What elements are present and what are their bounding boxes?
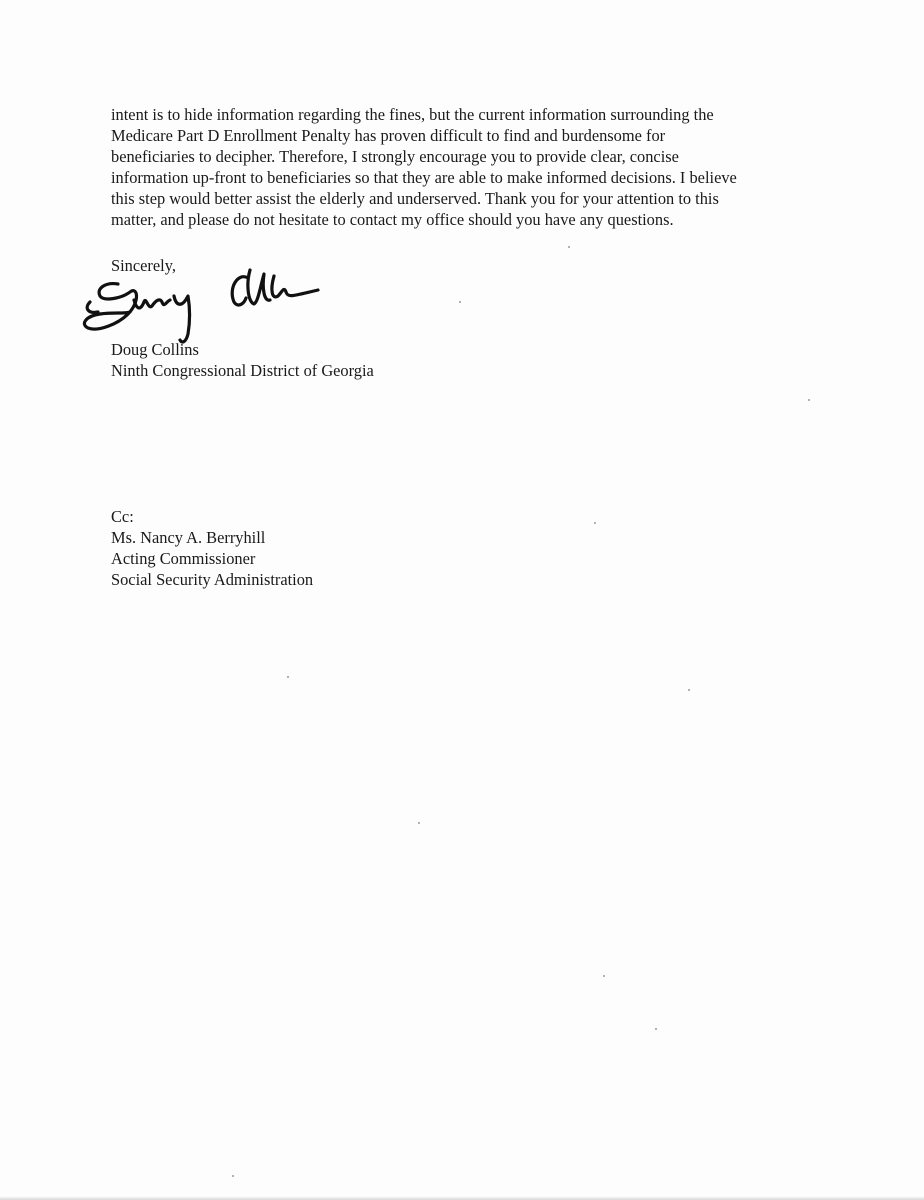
signer-name: Doug Collins <box>111 340 199 359</box>
scan-speck <box>232 1175 234 1177</box>
cc-block <box>111 506 313 590</box>
scan-speck <box>594 522 596 524</box>
handwritten-signature <box>78 262 328 348</box>
cc-organization: Social Security Administration <box>111 570 314 589</box>
scan-speck <box>688 689 690 691</box>
cc-label: Cc: <box>111 507 134 526</box>
cc-title: Acting Commissioner <box>111 549 256 568</box>
body-line: information up-front to beneficiaries so that they are able to make informed decisions. I believe <box>111 168 737 187</box>
closing-salutation: Sincerely, <box>111 256 176 275</box>
scan-speck <box>287 676 289 678</box>
page-bottom-edge <box>0 1196 924 1200</box>
body-line: beneficiaries to decipher. Therefore, I strongly encourage you to provide clear, concise <box>111 147 679 166</box>
signer-title: Ninth Congressional District of Georgia <box>111 361 374 380</box>
scan-speck <box>459 301 461 303</box>
scan-speck <box>418 822 420 824</box>
cc-name: Ms. Nancy A. Berryhill <box>111 528 266 547</box>
scan-speck <box>808 399 810 401</box>
scan-speck <box>603 975 605 977</box>
body-line: this step would better assist the elderly and underserved. Thank you for your attention to this <box>111 189 719 208</box>
scan-speck <box>655 1028 657 1030</box>
body-line: matter, and please do not hesitate to contact my office should you have any questions. <box>111 210 674 229</box>
scan-speck <box>568 246 570 248</box>
signer-block <box>111 339 374 381</box>
body-line: intent is to hide information regarding the fines, but the current information surrounding the <box>111 105 714 124</box>
letter-body <box>111 104 811 230</box>
body-line: Medicare Part D Enrollment Penalty has proven difficult to find and burdensome for <box>111 126 666 145</box>
